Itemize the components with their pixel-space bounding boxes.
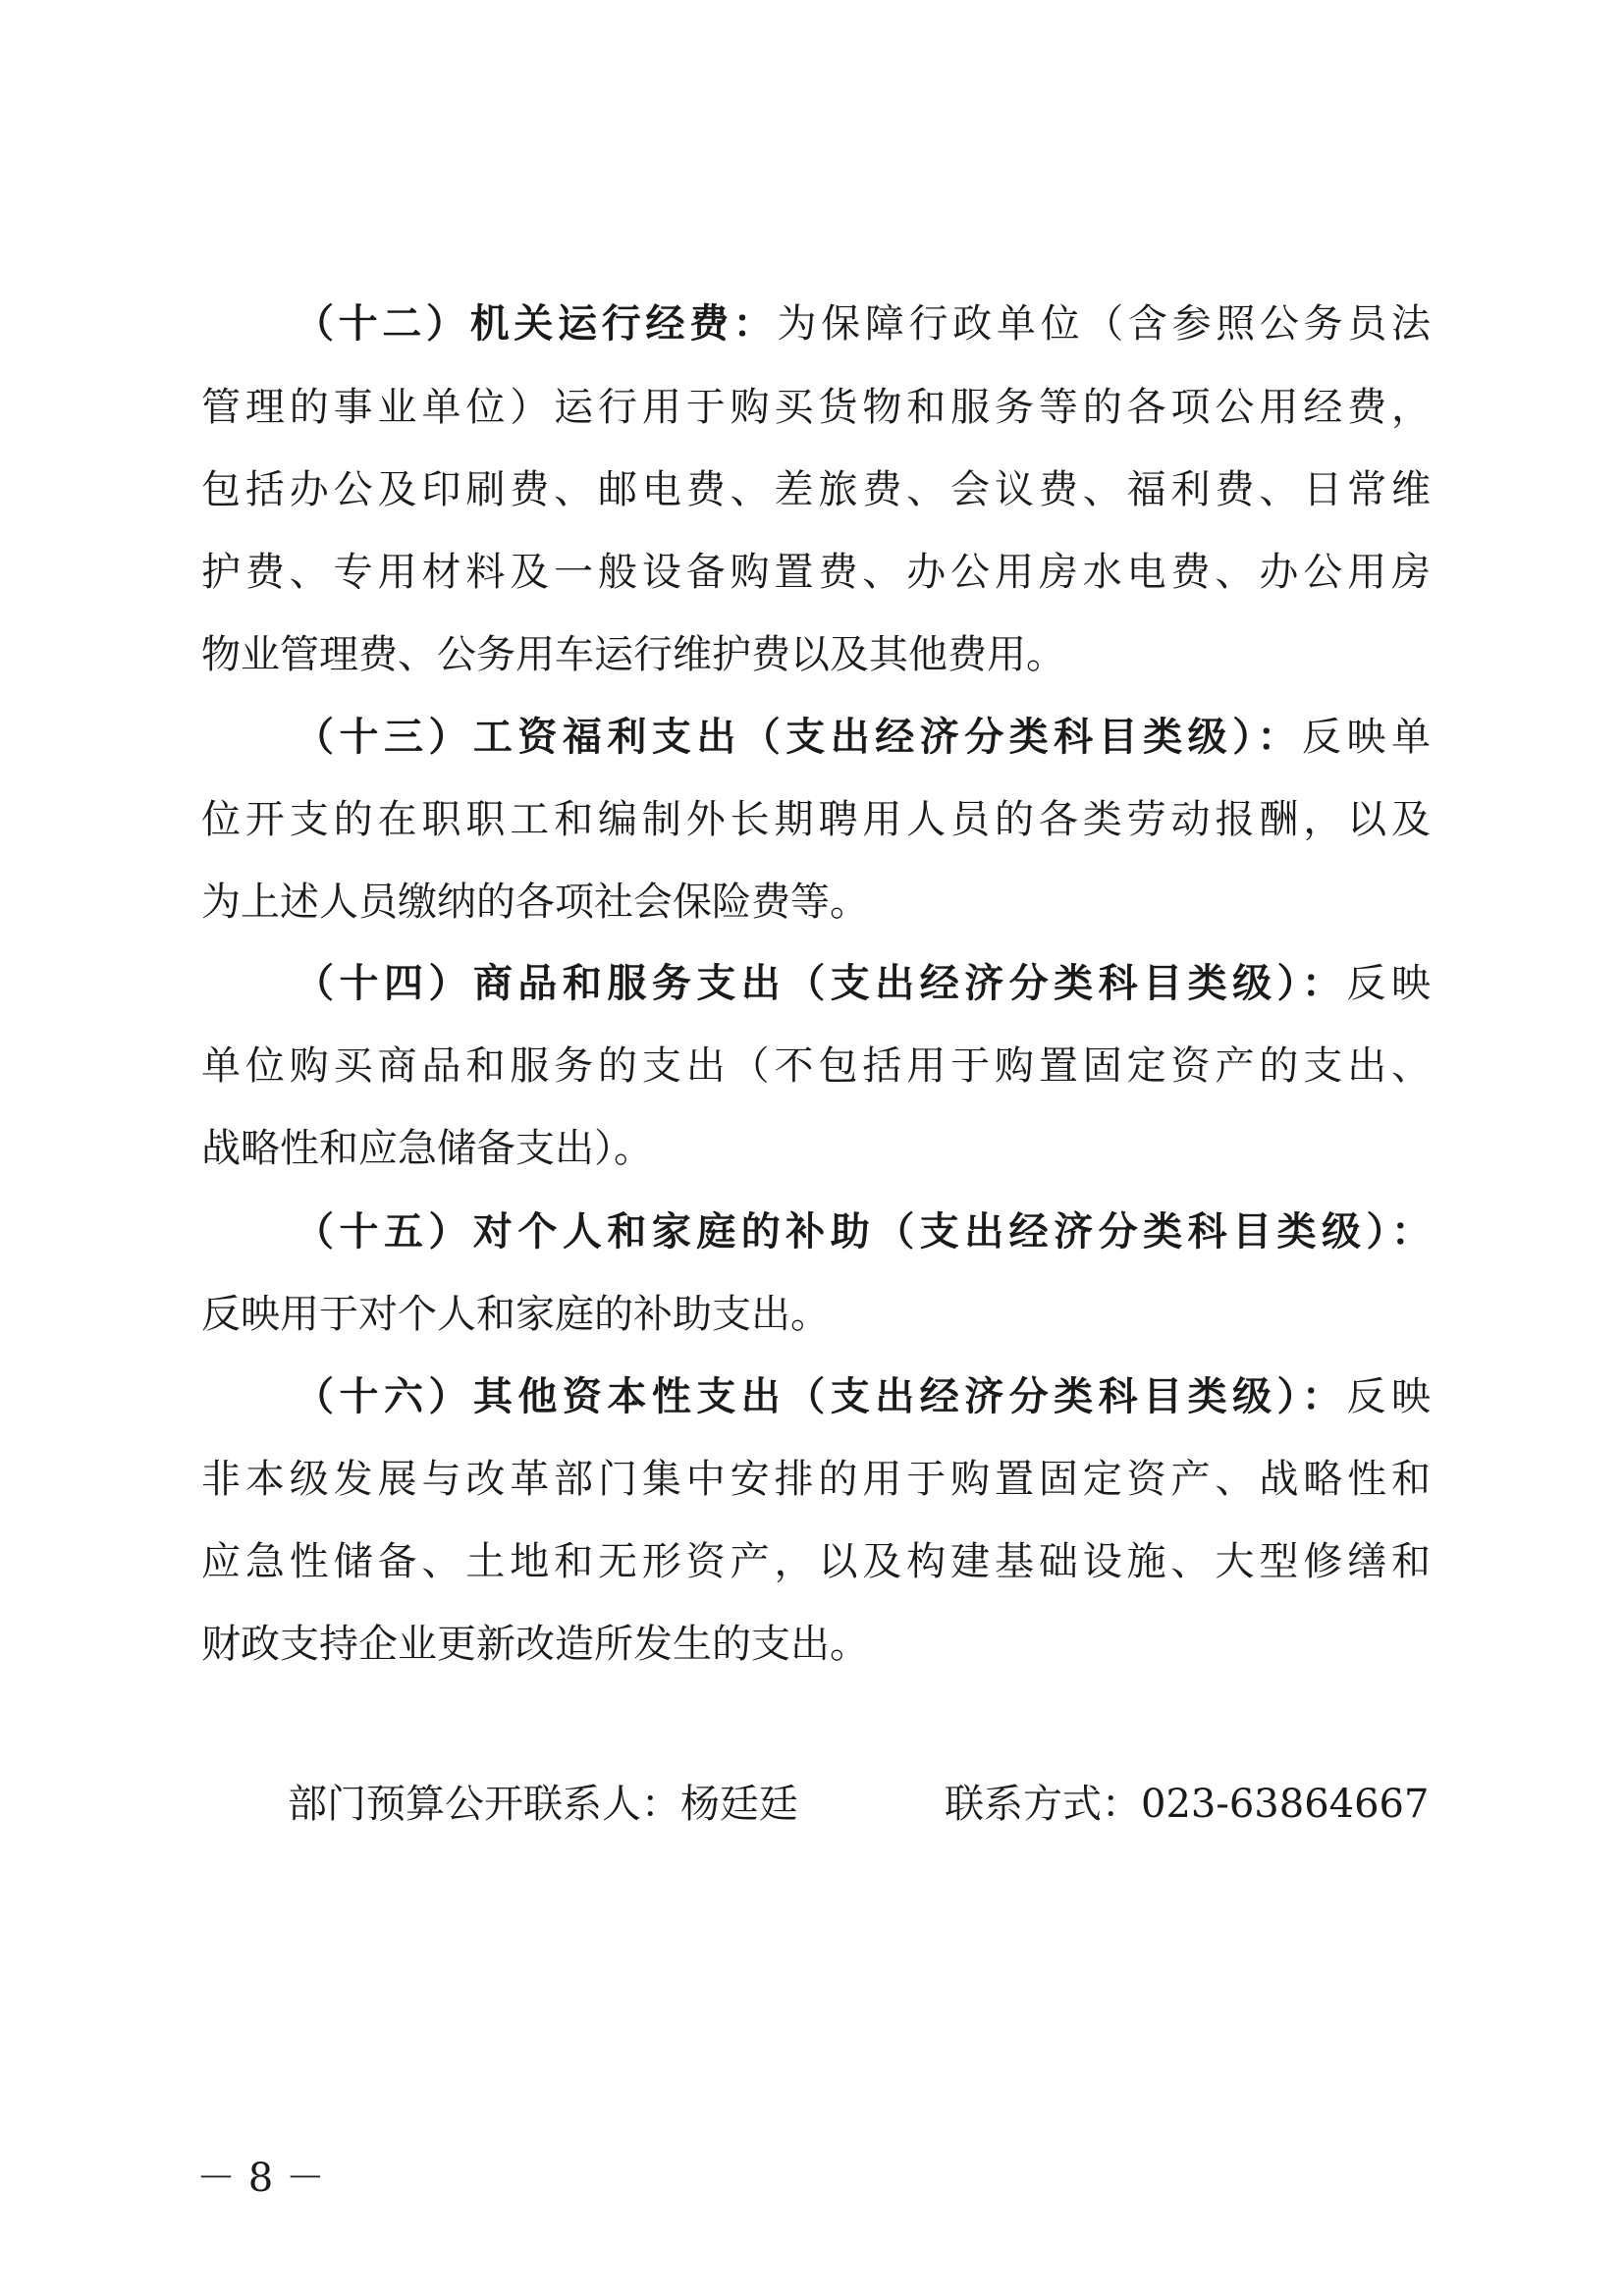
paragraph-16-line-2: 非本级发展与改革部门集中安排的用于购置固定资产、战略性和 xyxy=(201,1457,1431,1502)
paragraph-16-line-4: 财政支持企业更新改造所发生的支出。 xyxy=(201,1622,869,1667)
paragraph-14-line-1 xyxy=(295,954,1431,1013)
paragraph-12-line-4: 护费、专用材料及一般设备购置费、办公用房水电费、办公用房 xyxy=(201,550,1431,595)
paragraph-16-line-1 xyxy=(295,1367,1431,1426)
paragraph-12-line-1 xyxy=(295,294,1431,353)
paragraph-16-line-3: 应急性储备、土地和无形资产，以及构建基础设施、大型修缮和 xyxy=(201,1539,1431,1584)
paragraph-12-line-5: 物业管理费、公务用车运行维护费以及其他费用。 xyxy=(201,632,1065,677)
paragraph-15-line-1 xyxy=(295,1202,1431,1261)
paragraph-15-line-2: 反映用于对个人和家庭的补助支出。 xyxy=(201,1292,830,1337)
paragraph-16-heading: （十六）其他资本性支出（支出经济分类科目类级）： xyxy=(295,1374,1347,1419)
paragraph-12-heading: （十二）机关运行经费： xyxy=(295,301,778,347)
contact-person: 部门预算公开联系人：杨廷廷 xyxy=(288,1782,798,1827)
paragraph-13-line-1 xyxy=(295,708,1431,767)
paragraph-12-line-3: 包括办公及印刷费、邮电费、差旅费、会议费、福利费、日常维 xyxy=(201,467,1431,512)
paragraph-12-line-2: 管理的事业单位）运行用于购买货物和服务等的各项公用经费， xyxy=(201,385,1431,430)
paragraph-13-text: 反映单 xyxy=(1302,715,1432,760)
paragraph-16-text: 反映 xyxy=(1346,1374,1432,1419)
contact-phone: 联系方式：023-63864667 xyxy=(945,1782,1430,1827)
paragraph-14-line-3: 战略性和应急储备支出）。 xyxy=(201,1126,653,1171)
paragraph-13-line-3: 为上述人员缴纳的各项社会保险费等。 xyxy=(201,880,869,925)
paragraph-15-heading: （十五）对个人和家庭的补助（支出经济分类科目类级）： xyxy=(295,1209,1431,1255)
page-number: － 8 － xyxy=(196,2156,325,2201)
paragraph-13-line-2: 位开支的在职职工和编制外长期聘用人员的各类劳动报酬，以及 xyxy=(201,797,1431,842)
paragraph-14-heading: （十四）商品和服务支出（支出经济分类科目类级）： xyxy=(295,961,1347,1006)
paragraph-14-text: 反映 xyxy=(1346,961,1432,1006)
paragraph-14-line-2: 单位购买商品和服务的支出（不包括用于购置固定资产的支出、 xyxy=(201,1043,1431,1089)
paragraph-13-heading: （十三）工资福利支出（支出经济分类科目类级）： xyxy=(295,715,1303,760)
paragraph-12-text: 为保障行政单位（含参照公务员法 xyxy=(777,301,1432,347)
